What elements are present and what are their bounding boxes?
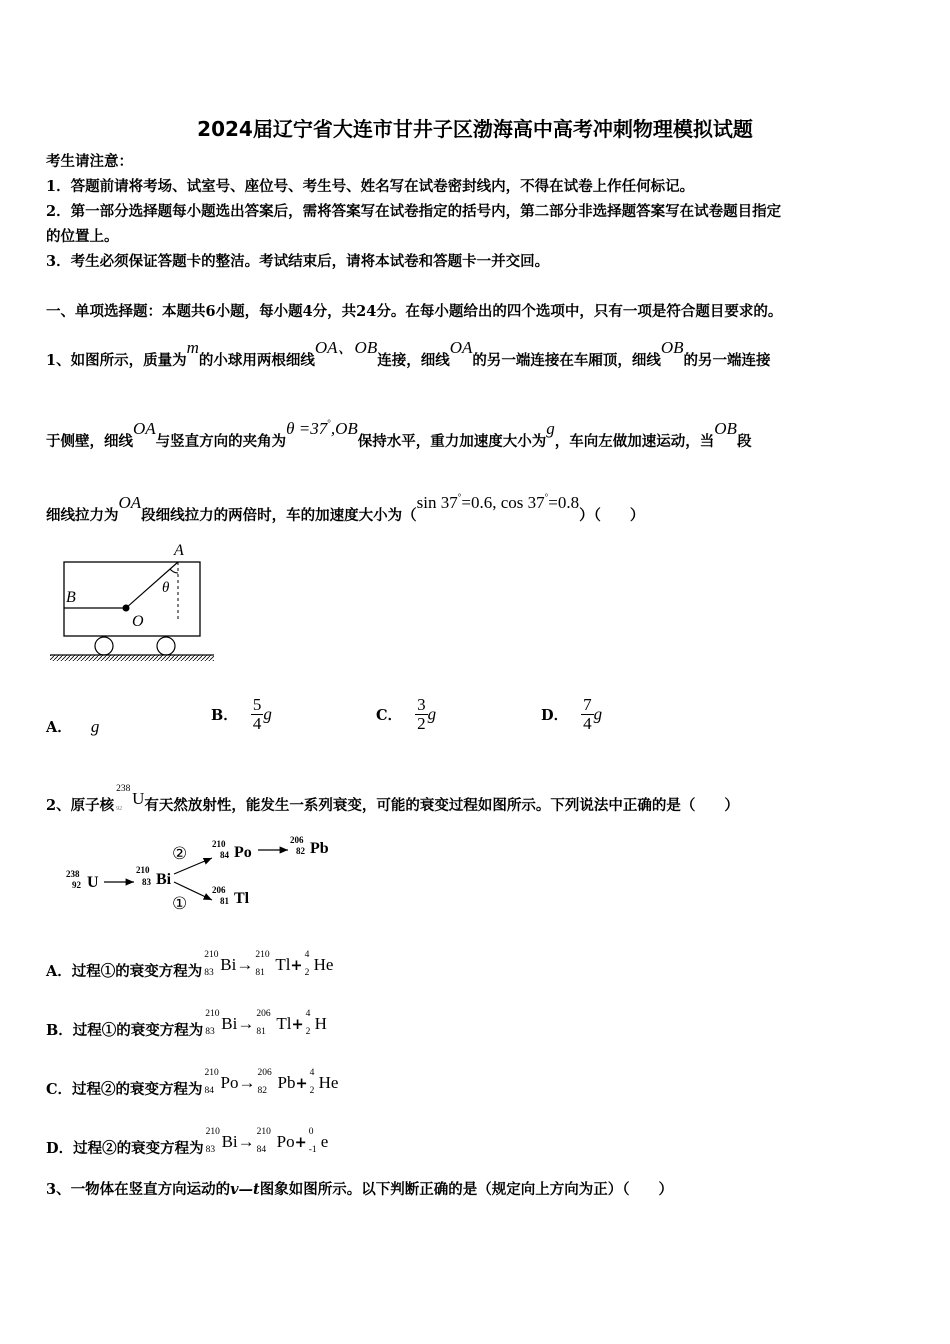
process-2-label: ② — [172, 844, 188, 863]
svg-text:Pb: Pb — [310, 840, 329, 857]
notice-heading: 考生请注意： — [46, 153, 133, 170]
ground — [50, 655, 214, 661]
q1-line-1: 1、如图所示，质量为m的小球用两根细线OA、OB连接，细线OA的另一端连接在车厢顶，细线OB的另一端连接 — [46, 338, 771, 369]
svg-text:U: U — [87, 874, 99, 891]
notice-item-1: 1．答题前请将考场、试室号、座位号、考生号、姓名写在试卷密封线内，不得在试卷上作任何标记。 — [46, 178, 695, 195]
svg-text:92: 92 — [72, 880, 81, 890]
q2-stem: 2、原子核 238 92 U有天然放射性，能发生一系列衰变，可能的衰变过程如图所示。下列说法中正确的是（ ） — [46, 784, 739, 814]
page-title: 2024届辽宁省大连市甘井子区渤海高中高考冲刺物理模拟试题 — [197, 117, 753, 141]
q2-option-d[interactable]: D．过程②的衰变方程为 210 83 Bi→ 210 84 Po+ 0 -1 e — [46, 1127, 329, 1157]
svg-text:206: 206 — [290, 835, 304, 845]
svg-text:210: 210 — [136, 865, 150, 875]
q2-decay-diagram — [62, 830, 352, 915]
wheel-right — [157, 637, 175, 655]
svg-text:83: 83 — [142, 877, 151, 887]
label-a: A — [174, 542, 184, 559]
q1-figure-car — [46, 540, 221, 665]
svg-text:Bi: Bi — [156, 871, 172, 888]
notice-item-2: 2．第一部分选择题每小题选出答案后，需将答案写在试卷指定的括号内，第二部分非选择题答案写在试卷题目指定 — [46, 203, 782, 220]
q3-stem: 3、一物体在竖直方向运动的v—t图象如图所示。以下判断正确的是（规定向上方向为正）（ ） — [46, 1181, 673, 1198]
notice-item-3: 3．考生必须保证答题卡的整洁。考试结束后，请将本试卷和答题卡一并交回。 — [46, 253, 550, 270]
q1-option-b[interactable]: B． $\frac{5}{4}$ g — [211, 695, 272, 733]
ball — [123, 605, 130, 612]
q2-option-b[interactable]: B．过程①的衰变方程为 210 83 Bi→ 206 81 Tl+ 4 2 H — [46, 1009, 327, 1039]
q2-option-c[interactable]: C．过程②的衰变方程为 210 84 Po→ 206 82 Pb+ 4 2 He — [46, 1068, 339, 1098]
q1-option-c[interactable]: C． $\frac{3}{2}$ g — [376, 695, 437, 733]
q1-line-2: 于侧壁，细线OA与竖直方向的夹角为θ =37°,OB保持水平，重力加速度大小为g，车向左做加速运动，当OB段 — [46, 418, 752, 450]
label-b: B — [66, 589, 76, 606]
label-theta: θ — [162, 580, 170, 596]
label-o: O — [132, 613, 144, 630]
svg-text:210: 210 — [212, 839, 226, 849]
svg-text:Po: Po — [234, 844, 252, 861]
svg-text:206: 206 — [212, 885, 226, 895]
svg-text:81: 81 — [220, 896, 229, 906]
var-m: m — [186, 338, 199, 357]
notice-item-2-cont: 的位置上。 — [46, 228, 119, 245]
svg-text:82: 82 — [296, 846, 305, 856]
section-heading: 一、单项选择题：本题共6小题，每小题4分，共24分。在每小题给出的四个选项中，只有一项是符合题目要求的。 — [46, 303, 783, 320]
svg-text:238: 238 — [66, 869, 80, 879]
svg-text:84: 84 — [220, 850, 229, 860]
q1-option-d[interactable]: D． $\frac{7}{4}$ g — [541, 695, 603, 733]
svg-text:Tl: Tl — [234, 890, 250, 907]
q1-line-3: 细线拉力为OA段细线拉力的两倍时，车的加速度大小为（sin 37°=0.6, cos 37°=0.8）（ ） — [46, 492, 645, 524]
process-1-label: ① — [172, 894, 188, 913]
q2-option-a[interactable]: A．过程①的衰变方程为 210 83 Bi→ 210 81 Tl+ 4 2 He — [46, 950, 334, 980]
wheel-left — [95, 637, 113, 655]
q1-option-a[interactable]: A． g — [46, 717, 100, 736]
